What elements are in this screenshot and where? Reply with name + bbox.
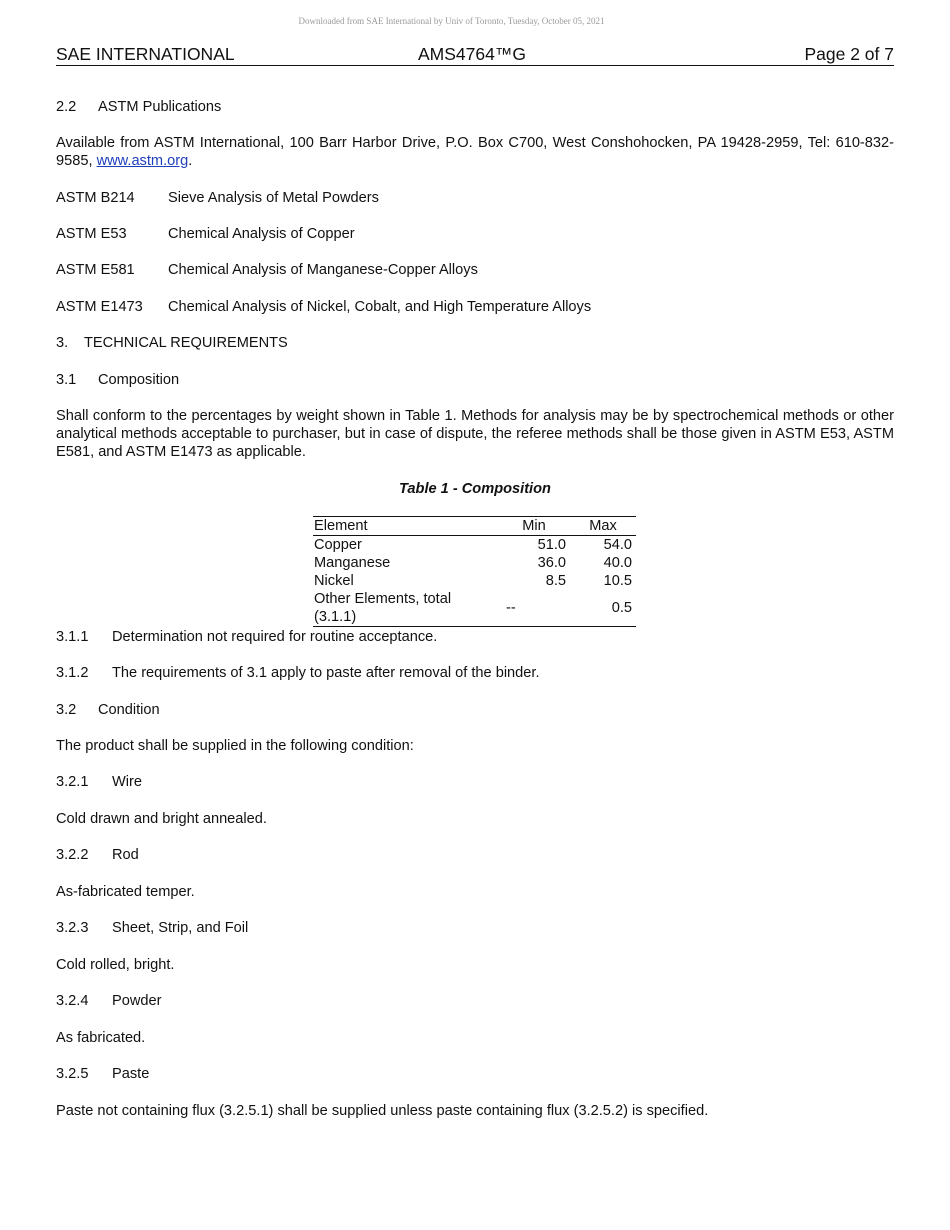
- reference-title: Chemical Analysis of Copper: [168, 226, 355, 242]
- section-title: Paste: [112, 1066, 150, 1082]
- section-3-2-heading: [56, 701, 894, 719]
- powder-condition-text: As fabricated.: [56, 1030, 146, 1046]
- section-text: The requirements of 3.1 apply to paste after removal of the binder.: [112, 665, 540, 681]
- condition-paragraph: The product shall be supplied in the following condition:: [56, 738, 414, 754]
- reference-item: [56, 189, 894, 207]
- cell-element: Other Elements, total (3.1.1): [313, 590, 492, 627]
- section-title: Condition: [98, 702, 160, 718]
- wire-condition-text: Cold drawn and bright annealed.: [56, 811, 267, 827]
- reference-title: Chemical Analysis of Manganese-Copper Alloys: [168, 262, 478, 278]
- page-header: [56, 44, 894, 66]
- table-row: [313, 554, 636, 572]
- section-title: Powder: [112, 993, 162, 1009]
- header-max: Max: [566, 517, 636, 536]
- table-row: [313, 536, 636, 555]
- reference-title: Sieve Analysis of Metal Powders: [168, 190, 379, 206]
- section-3-2-5-heading: [56, 1065, 894, 1083]
- section-number: 3.1: [56, 372, 77, 388]
- astm-availability-text: Available from ASTM International, 100 Barr Harbor Drive, P.O. Box C700, West Conshohocken, PA 19428-2959, Tel: 610-832-9585,: [56, 135, 894, 169]
- composition-paragraph: Shall conform to the percentages by weight shown in Table 1. Methods for analysis may be by spectrochemical methods or other analytical methods acceptable to purchaser, but in case of dispute, the referee methods shall be those given in ASTM E53, ASTM E581, and ASTM E1473 as applicable.: [56, 408, 894, 460]
- section-number: 3.2.3: [56, 920, 89, 936]
- header-min: Min: [492, 517, 566, 536]
- cell-element: Nickel: [314, 573, 354, 589]
- table-caption: Table 1 - Composition: [399, 481, 551, 497]
- cell-element: Copper: [314, 537, 362, 553]
- header-element: Element: [313, 517, 492, 536]
- cell-min: 8.5: [545, 573, 566, 589]
- section-title: Wire: [112, 774, 142, 790]
- download-watermark: Downloaded from SAE International by Univ of Toronto, Tuesday, October 05, 2021: [298, 16, 605, 26]
- cell-max: 54.0: [603, 537, 632, 553]
- cell-max: 0.5: [566, 590, 636, 627]
- cell-min: 36.0: [537, 555, 566, 571]
- sheet-condition-text: Cold rolled, bright.: [56, 957, 175, 973]
- cell-max: 40.0: [603, 555, 632, 571]
- reference-code: ASTM E581: [56, 262, 135, 278]
- astm-availability-paragraph: [56, 134, 894, 170]
- table-row: [313, 590, 636, 627]
- astm-website-link[interactable]: www.astm.org: [96, 153, 189, 169]
- cell-element: Manganese: [314, 555, 391, 571]
- cell-max: 10.5: [603, 573, 632, 589]
- section-3-2-2-heading: [56, 846, 894, 864]
- cell-min: 51.0: [537, 537, 566, 553]
- section-number: 3.2.4: [56, 993, 89, 1009]
- section-title: Rod: [112, 847, 139, 863]
- reference-title: Chemical Analysis of Nickel, Cobalt, and High Temperature Alloys: [168, 299, 592, 315]
- table-header-row: [313, 517, 636, 536]
- section-number: 3.2.1: [56, 774, 89, 790]
- section-text: Determination not required for routine acceptance.: [112, 629, 438, 645]
- section-number: 3.1.1: [56, 629, 89, 645]
- section-2-2-heading: [56, 98, 894, 116]
- section-3-2-3-heading: [56, 919, 894, 937]
- section-3-2-1-heading: [56, 773, 894, 791]
- section-number: 3.1.2: [56, 665, 89, 681]
- section-title: Composition: [98, 372, 180, 388]
- header-document-id: AMS4764™G: [418, 44, 526, 64]
- reference-item: [56, 225, 894, 243]
- section-title: ASTM Publications: [98, 99, 222, 115]
- table-row: [313, 572, 636, 590]
- paste-condition-text: Paste not containing flux (3.2.5.1) shall be supplied unless paste containing flux (3.2.5.2) is specified.: [56, 1103, 709, 1119]
- header-organization: SAE INTERNATIONAL: [56, 44, 235, 64]
- section-3-1-heading: [56, 371, 894, 389]
- reference-item: [56, 261, 894, 279]
- cell-min: --: [492, 590, 566, 627]
- section-title: Sheet, Strip, and Foil: [112, 920, 249, 936]
- section-number: 3.2.2: [56, 847, 89, 863]
- section-number: 3.2.5: [56, 1066, 89, 1082]
- reference-code: ASTM E1473: [56, 299, 143, 315]
- rod-condition-text: As-fabricated temper.: [56, 884, 195, 900]
- section-number: 3.2: [56, 702, 77, 718]
- reference-item: [56, 298, 894, 316]
- section-number: 3.: [56, 335, 69, 351]
- reference-code: ASTM E53: [56, 226, 127, 242]
- section-3-1-1: [56, 628, 894, 646]
- section-3-heading: [56, 334, 894, 352]
- header-page-number: Page 2 of 7: [804, 44, 894, 64]
- section-title: TECHNICAL REQUIREMENTS: [84, 335, 288, 351]
- section-3-2-4-heading: [56, 992, 894, 1010]
- section-number: 2.2: [56, 99, 77, 115]
- reference-code: ASTM B214: [56, 190, 135, 206]
- section-3-1-2: [56, 664, 894, 682]
- composition-table: [313, 516, 636, 627]
- astm-availability-end: .: [188, 153, 193, 169]
